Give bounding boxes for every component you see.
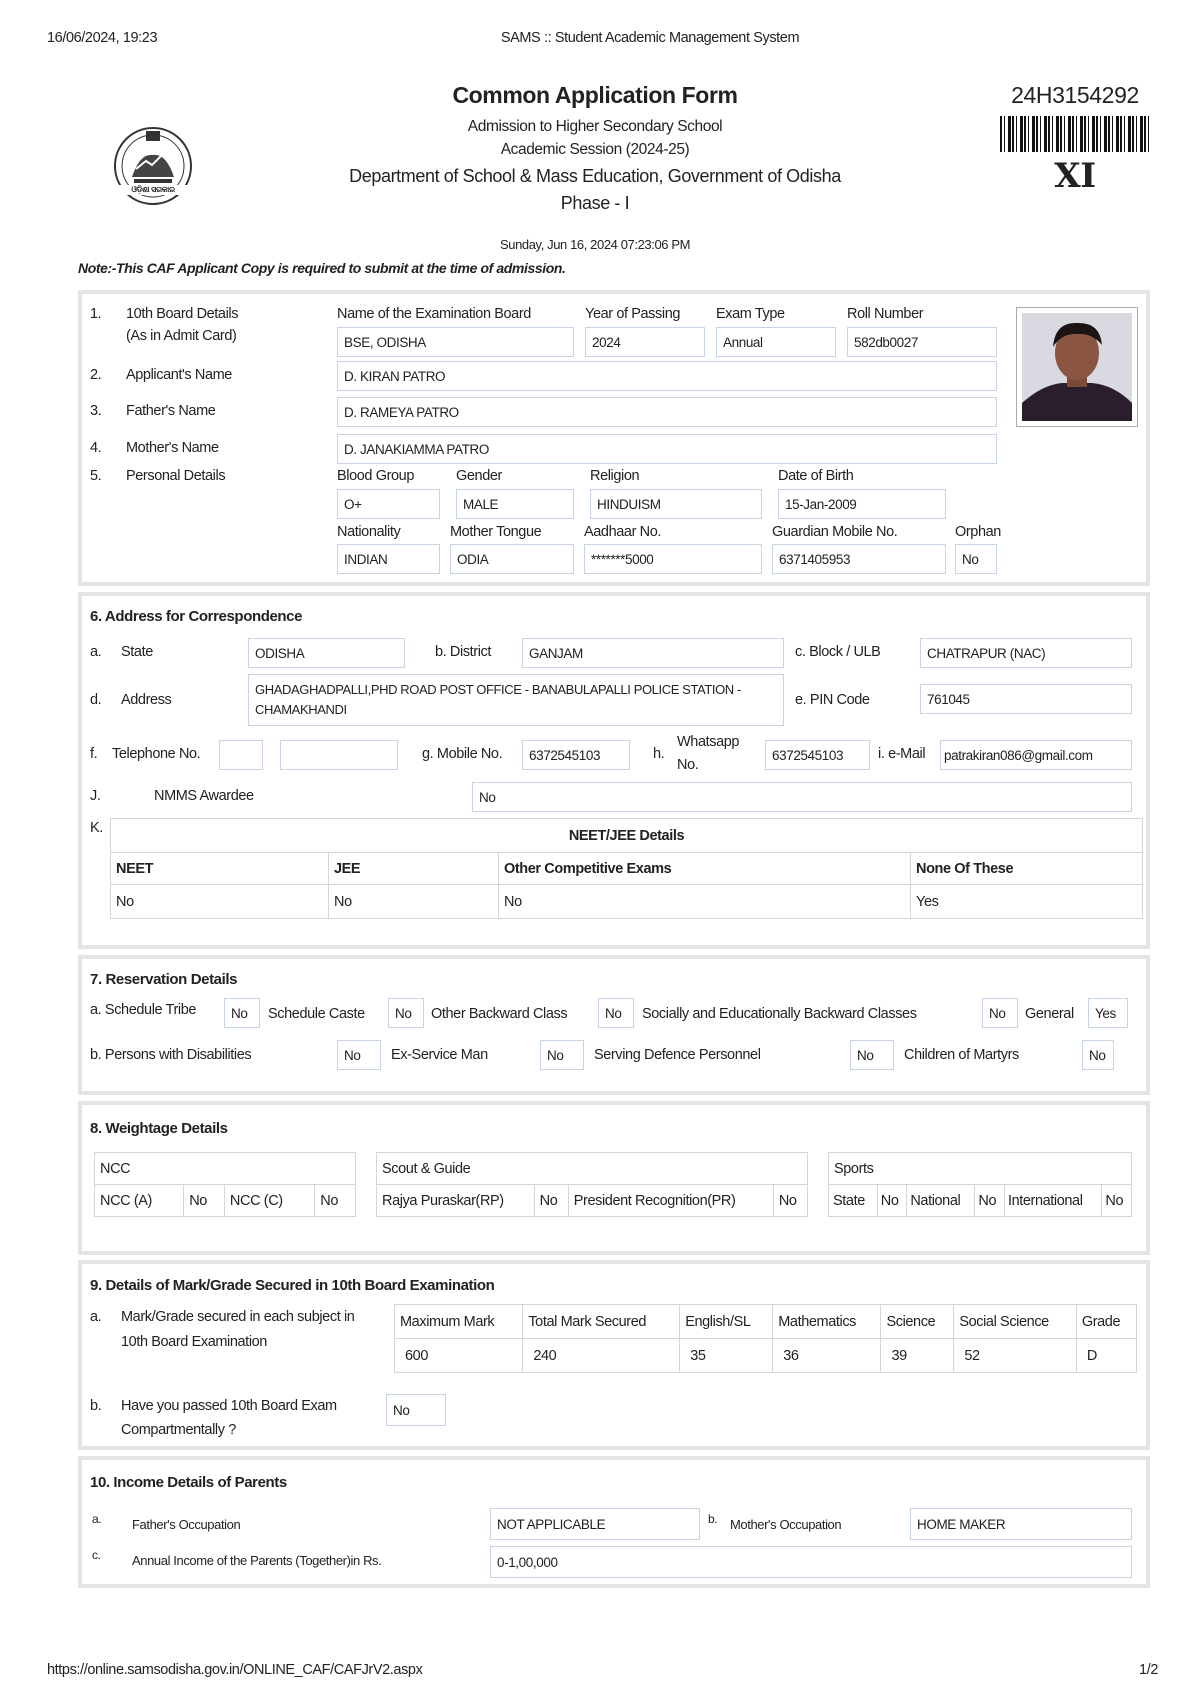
sports-header: Sports [829, 1153, 1132, 1185]
pr-value: No [773, 1185, 807, 1217]
page-number: 1/2 [1139, 1662, 1158, 1678]
nationality-label: Nationality [337, 524, 401, 540]
max-mark-value: 600 [395, 1339, 523, 1373]
father-name-field: D. RAMEYA PATRO [337, 397, 997, 427]
mother-tongue-label: Mother Tongue [450, 524, 542, 540]
mathematics-value: 36 [773, 1339, 881, 1373]
sdp-field: No [850, 1040, 894, 1070]
row-letter: a. [92, 1512, 102, 1526]
nationality-field: INDIAN [337, 544, 440, 574]
marks-section-title: 9. Details of Mark/Grade Secured in 10th Board Examination [90, 1277, 495, 1294]
nmms-field: No [472, 782, 1132, 812]
odisha-emblem [112, 125, 194, 207]
form-title: Common Application Form [452, 82, 738, 108]
exam-board-field: BSE, ODISHA [337, 327, 574, 357]
ncc-a-label: NCC (A) [95, 1185, 184, 1217]
com-field: No [1082, 1040, 1114, 1070]
gender-field: MALE [456, 489, 574, 519]
telephone-std-field [219, 740, 263, 770]
mathematics-header: Mathematics [773, 1305, 881, 1339]
row-letter: d. [90, 692, 102, 708]
board-details-label: 10th Board Details [126, 306, 239, 322]
ncc-header: NCC [95, 1153, 356, 1185]
compartment-field: No [386, 1394, 446, 1426]
row-number: 2. [90, 367, 102, 383]
printed-on: Sunday, Jun 16, 2024 07:23:06 PM [499, 237, 691, 252]
row-letter: a. [90, 1309, 102, 1325]
row-letter: K. [90, 820, 103, 836]
year-label: Year of Passing [585, 306, 681, 322]
sports-state-label: State [829, 1185, 878, 1217]
weightage-section-title: 8. Weightage Details [90, 1120, 228, 1137]
sports-intl-value: No [1102, 1185, 1132, 1217]
scout-header: Scout & Guide [377, 1153, 808, 1185]
father-occupation-label: Father's Occupation [132, 1517, 241, 1532]
ncc-c-label: NCC (C) [224, 1185, 314, 1217]
exam-type-field: Annual [716, 327, 836, 357]
ncc-c-value: No [315, 1185, 356, 1217]
personal-details-label: Personal Details [126, 468, 226, 484]
mother-name-label: Mother's Name [126, 440, 219, 456]
blood-group-field: O+ [337, 489, 440, 519]
esm-field: No [540, 1040, 584, 1070]
pwd-field: No [337, 1040, 381, 1070]
obc-field: No [598, 998, 634, 1028]
row-letter: h. [653, 746, 665, 762]
row-letter: c. [92, 1548, 101, 1562]
neet-header: NEET [111, 853, 329, 885]
neet-jee-table [110, 818, 1143, 919]
class-badge: XI [1054, 156, 1096, 196]
none-value: Yes [911, 885, 1143, 919]
footer-url: https://online.samsodisha.gov.in/ONLINE_CAF/CAFJrV2.aspx [47, 1662, 423, 1678]
sebc-label: Socially and Educationally Backward Classes [642, 1006, 917, 1022]
print-datetime: 16/06/2024, 19:23 [47, 30, 158, 46]
year-field: 2024 [585, 327, 705, 357]
max-mark-header: Maximum Mark [395, 1305, 523, 1339]
print-site-title: SAMS :: Student Academic Management System [500, 30, 800, 46]
row-number: 3. [90, 403, 102, 419]
emblem-caption: ଓଡ଼ିଶା ସରକାର [112, 185, 194, 195]
mother-occupation-label: Mother's Occupation [730, 1517, 842, 1532]
district-field: GANJAM [522, 638, 784, 668]
block-label: c. Block / ULB [795, 644, 881, 660]
st-label: a. Schedule Tribe [90, 1002, 197, 1018]
grade-header: Grade [1076, 1305, 1136, 1339]
annual-income-field: 0-1,00,000 [490, 1546, 1132, 1578]
reservation-section-title: 7. Reservation Details [90, 971, 238, 988]
marks-label-line1: Mark/Grade secured in each subject in [121, 1309, 355, 1325]
telephone-number-field [280, 740, 398, 770]
nmms-label: NMMS Awardee [154, 788, 254, 804]
sebc-field: No [982, 998, 1018, 1028]
mother-occupation-field: HOME MAKER [910, 1508, 1132, 1540]
english-header: English/SL [680, 1305, 773, 1339]
rp-value: No [534, 1185, 568, 1217]
ncc-a-value: No [184, 1185, 225, 1217]
row-number: 4. [90, 440, 102, 456]
whatsapp-field: 6372545103 [765, 740, 870, 770]
compartment-label-line1: Have you passed 10th Board Exam [121, 1398, 337, 1414]
other-exams-header: Other Competitive Exams [499, 853, 911, 885]
telephone-label: Telephone No. [112, 746, 201, 762]
row-letter: J. [90, 788, 101, 804]
whatsapp-label: Whatsapp [677, 734, 740, 750]
mobile-label: g. Mobile No. [422, 746, 503, 762]
exam-board-label: Name of the Examination Board [337, 306, 531, 322]
marks-table [394, 1304, 1137, 1373]
barcode [1000, 116, 1150, 152]
dob-label: Date of Birth [778, 468, 854, 484]
board-details-sublabel: (As in Admit Card) [126, 328, 237, 344]
sports-national-value: No [975, 1185, 1005, 1217]
mobile-field: 6372545103 [522, 740, 630, 770]
social-science-header: Social Science [954, 1305, 1077, 1339]
none-header: None Of These [911, 853, 1143, 885]
district-label: b. District [435, 644, 492, 660]
neet-value: No [111, 885, 329, 919]
annual-income-label: Annual Income of the Parents (Together)in Rs. [132, 1553, 382, 1568]
note: Note:-This CAF Applicant Copy is required to submit at the time of admission. [78, 260, 566, 276]
religion-field: HINDUISM [590, 489, 762, 519]
other-exams-value: No [499, 885, 911, 919]
total-mark-header: Total Mark Secured [523, 1305, 680, 1339]
address-section-title: 6. Address for Correspondence [90, 608, 303, 625]
exam-type-label: Exam Type [716, 306, 785, 322]
sports-table [828, 1152, 1132, 1217]
marks-label-line2: 10th Board Examination [121, 1334, 267, 1350]
grade-value: D [1076, 1339, 1136, 1373]
orphan-label: Orphan [955, 524, 1001, 540]
science-value: 39 [881, 1339, 954, 1373]
applicant-name-label: Applicant's Name [126, 367, 232, 383]
guardian-mobile-field: 6371405953 [772, 544, 946, 574]
com-label: Children of Martyrs [904, 1047, 1019, 1063]
email-field: patrakiran086@gmail.com [940, 740, 1132, 770]
address-label: Address [121, 692, 172, 708]
roll-label: Roll Number [847, 306, 924, 322]
sc-field: No [388, 998, 424, 1028]
father-name-label: Father's Name [126, 403, 216, 419]
science-header: Science [881, 1305, 954, 1339]
row-letter: b. [90, 1398, 102, 1414]
general-label: General [1025, 1006, 1074, 1022]
guardian-mobile-label: Guardian Mobile No. [772, 524, 898, 540]
row-letter: f. [90, 746, 98, 762]
income-section-title: 10. Income Details of Parents [90, 1474, 287, 1491]
state-label: State [121, 644, 153, 660]
pr-label: President Recognition(PR) [568, 1185, 773, 1217]
neet-jee-title: NEET/JEE Details [111, 819, 1143, 853]
gender-label: Gender [456, 468, 502, 484]
sports-intl-label: International [1004, 1185, 1101, 1217]
aadhaar-label: Aadhaar No. [584, 524, 662, 540]
email-label: i. e-Mail [878, 746, 926, 762]
address-field: GHADAGHADPALLI,PHD ROAD POST OFFICE - BANABULAPALLI POLICE STATION - CHAMAKHANDI [248, 674, 784, 726]
state-field: ODISHA [248, 638, 405, 668]
social-science-value: 52 [954, 1339, 1077, 1373]
religion-label: Religion [590, 468, 640, 484]
application-number: 24H3154292 [1011, 82, 1139, 108]
form-subtitle: Admission to Higher Secondary School [467, 118, 723, 135]
pin-field: 761045 [920, 684, 1132, 714]
jee-value: No [329, 885, 499, 919]
aadhaar-field: *******5000 [584, 544, 762, 574]
father-occupation-field: NOT APPLICABLE [490, 1508, 700, 1540]
ncc-table [94, 1152, 356, 1217]
row-letter: a. [90, 644, 102, 660]
scout-guide-table [376, 1152, 808, 1217]
mother-name-field: D. JANAKIAMMA PATRO [337, 434, 997, 464]
esm-label: Ex-Service Man [391, 1047, 488, 1063]
pwd-label: b. Persons with Disabilities [90, 1047, 252, 1063]
block-field: CHATRAPUR (NAC) [920, 638, 1132, 668]
sports-state-value: No [877, 1185, 907, 1217]
st-field: No [224, 998, 260, 1028]
sc-label: Schedule Caste [268, 1006, 365, 1022]
total-mark-value: 240 [523, 1339, 680, 1373]
rp-label: Rajya Puraskar(RP) [377, 1185, 535, 1217]
orphan-field: No [955, 544, 997, 574]
academic-session: Academic Session (2024-25) [500, 141, 690, 158]
jee-header: JEE [329, 853, 499, 885]
roll-field: 582db0027 [847, 327, 997, 357]
mother-tongue-field: ODIA [450, 544, 574, 574]
general-field: Yes [1088, 998, 1128, 1028]
dob-field: 15-Jan-2009 [778, 489, 946, 519]
phase: Phase - I [560, 193, 630, 213]
sdp-label: Serving Defence Personnel [594, 1047, 761, 1063]
row-number: 1. [90, 306, 102, 322]
obc-label: Other Backward Class [431, 1006, 568, 1022]
blood-group-label: Blood Group [337, 468, 415, 484]
department: Department of School & Mass Education, Government of Odisha [349, 166, 841, 186]
sports-national-label: National [907, 1185, 975, 1217]
english-value: 35 [680, 1339, 773, 1373]
row-number: 5. [90, 468, 102, 484]
applicant-photo [1016, 307, 1138, 427]
compartment-label-line2: Compartmentally ? [121, 1422, 236, 1438]
pin-label: e. PIN Code [795, 692, 870, 708]
row-letter: b. [708, 1512, 718, 1526]
whatsapp-label-no: No. [677, 757, 699, 773]
applicant-name-field: D. KIRAN PATRO [337, 361, 997, 391]
